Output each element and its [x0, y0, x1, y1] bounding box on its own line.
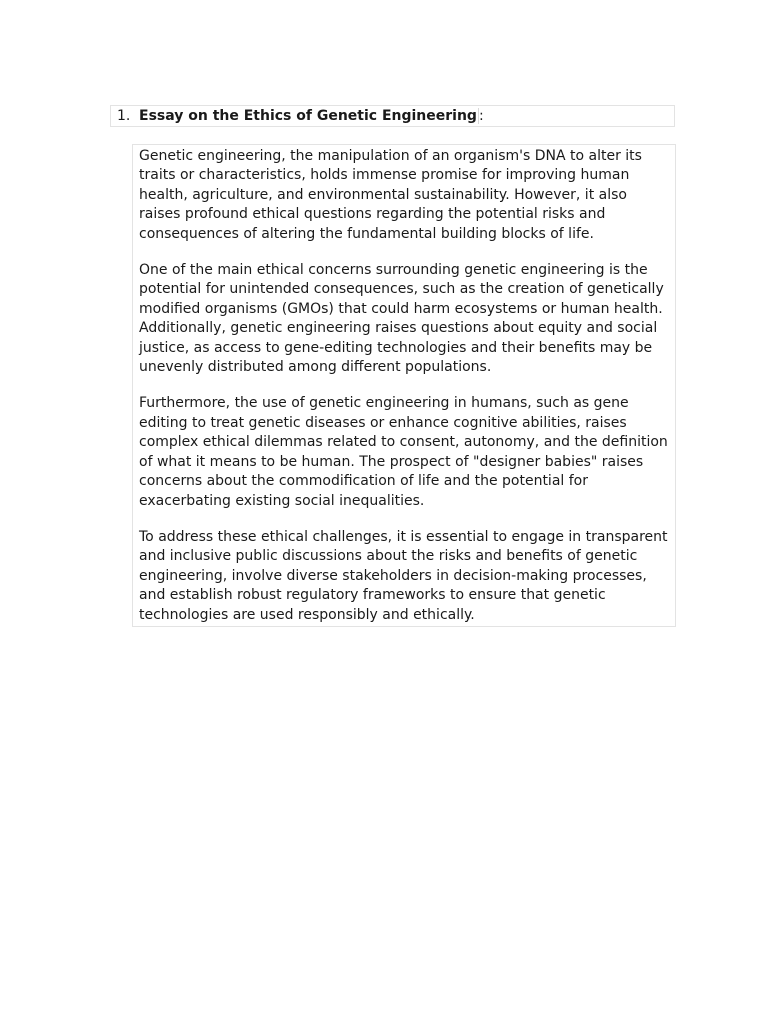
list-number: 1.: [117, 108, 131, 124]
essay-title-text: Essay on the Ethics of Genetic Engineering: [139, 108, 477, 124]
paragraph-human-editing: Furthermore, the use of genetic engineering in humans, such as gene editing to treat genetic diseases or enhance cognitive abilities, raises complex ethical dilemmas related to consent, autonomy, and the definition of what it means to be human. The prospect of "designer babies" raises concerns about the commodification of life and the potential for exacerbating existing social inequalities.: [139, 395, 668, 509]
paragraph-intro: Genetic engineering, the manipulation of an organism's DNA to alter its traits or characteristics, holds immense promise for improving human health, agriculture, and environmental sustainability. However, it also raises profound ethical questions regarding the potential risks and consequences of altering the fundamental building blocks of life.: [139, 148, 642, 242]
list-item-heading: [110, 105, 675, 127]
essay-title: [139, 106, 484, 126]
paragraph-conclusion: To address these ethical challenges, it is essential to engage in transparent and inclusive public discussions about the risks and benefits of genetic engineering, involve diverse stakeholders in decision-making processes, and establish robust regulatory frameworks to ensure that genetic technologies are used responsibly and ethically.: [139, 528, 668, 623]
paragraph-concerns: One of the main ethical concerns surrounding genetic engineering is the potential for unintended consequences, such as the creation of genetically modified organisms (GMOs) that could harm ecosystems or human health. Additionally, genetic engineering raises questions about equity and social justice, as access to gene-editing technologies and their benefits may be unevenly distributed among different populations.: [139, 262, 664, 376]
essay-body: [132, 144, 676, 627]
title-colon: :: [478, 108, 484, 124]
